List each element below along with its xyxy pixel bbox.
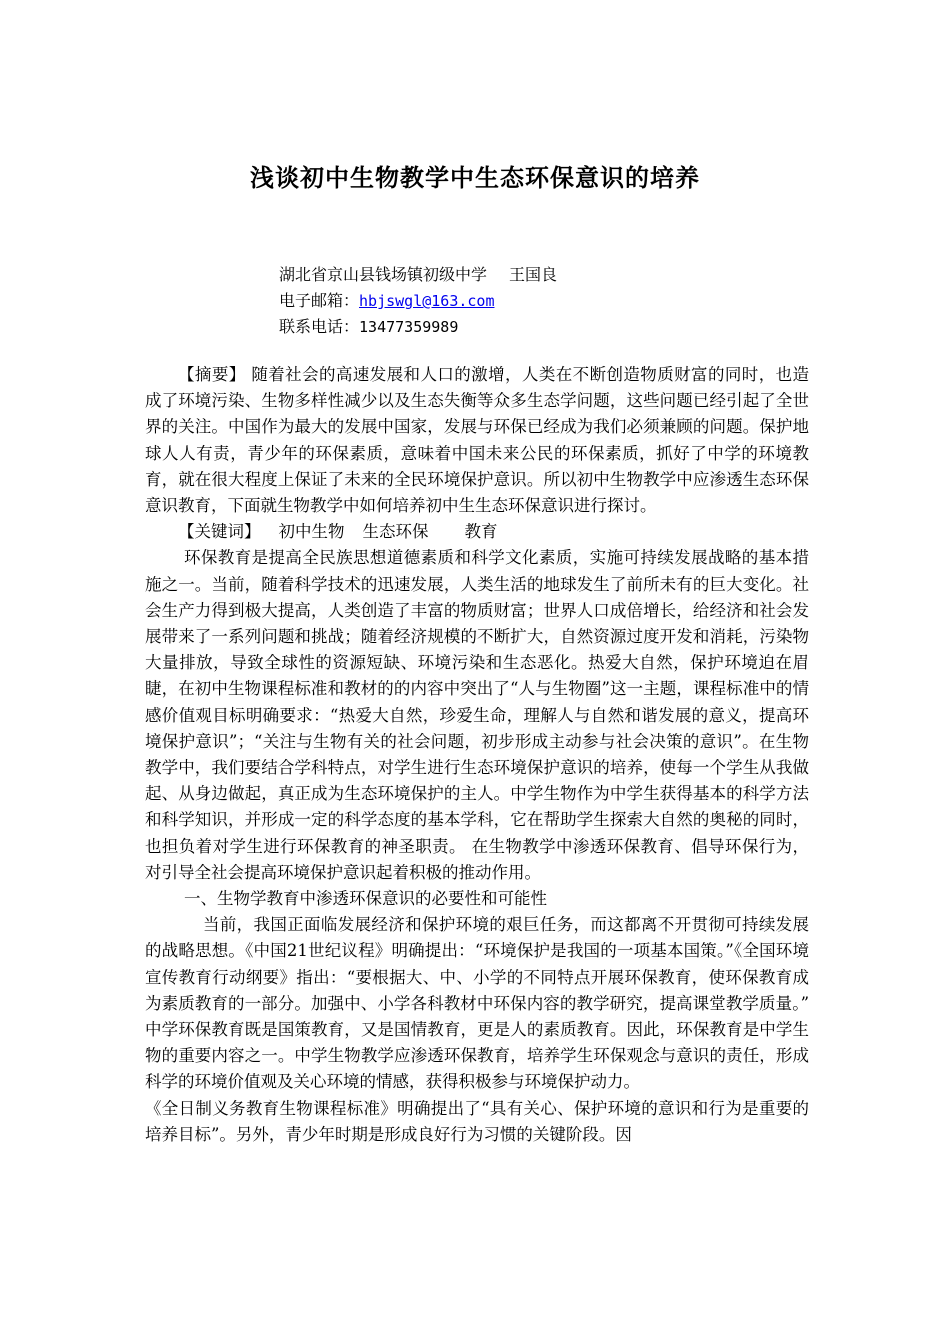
keywords-label: 【关键词】 — [178, 522, 261, 542]
abstract-text: 随着社会的高速发展和人口的激增，人类在不断创造物质财富的同时，也造成了环境污染、生物多样性减少以及生态失衡等众多生态学问题，这些问题已经引起了全世界的关注。中国作为最大的发展中国家，发展与环保已经成为我们必须兼顾的问题。保护地球人人有责，青少年的环保素质，意味着中国未来公民的环保素质，抓好了中学的环境教育，就在很大程度上保证了未来的全民环境保护意识。所以初中生物教学中应渗透生态环保意识教育，下面就生物教学中如何培养初中生生态环保意识进行探讨。 — [145, 365, 810, 516]
keyword-item: 生态环保 — [362, 522, 429, 542]
email-link[interactable]: hbjswgl@163.com — [359, 292, 495, 310]
author-name: 王国良 — [509, 265, 558, 284]
document-title: 浅谈初中生物教学中生态环保意识的培养 — [250, 164, 700, 192]
author-affiliation: 湖北省京山县钱场镇初级中学 — [279, 265, 488, 284]
email-label: 电子邮箱： — [279, 291, 360, 310]
body-paragraph: 环保教育是提高全民族思想道德素质和科学文化素质，实施可持续发展战略的基本措施之一。当前，随着科学技术的迅速发展，人类生活的地球发生了前所未有的巨大变化。社会生产力得到极大提高，人类创造了丰富的物质财富；世界人口成倍增长，给经济和社会发展带来了一系列问题和挑战；随着经济规模的不断扩大，自然资源过度开发和消耗，污染物大量排放，导致全球性的资源短缺、环境污染和生态恶化。热爱大自然，保护环境迫在眉睫，在初中生物课程标准和教材的的内容中突出了“人与生物圈”这一主题，课程标准中的情感价值观目标明确要求：“热爱大自然，珍爱生命，理解人与自然和谐发展的意义，提高环境保护意识”；“关注与生物有关的社会问题，初步形成主动参与社会决策的意识”。在生物教学中，我们要结合学科特点，对学生进行生态环境保护意识的培养，使每一个学生从我做起、从身边做起，真正成为生态环境保护的主人。中学生物作为中学生获得基本的科学方法和科学知识，并形成一定的科学态度的基本学科，它在帮助学生探索大自然的奥秘的同时，也担负着对学生进行环保教育的神圣职责。 在生物教学中渗透环保教育、倡导环保行为，对引导全社会提高环境保护意识起着积极的推动作用。 — [145, 548, 809, 882]
body-paragraph: 当前，我国正面临发展经济和保护环境的艰巨任务，而这都离不开贯彻可持续发展的战略思想。《中国21世纪议程》明确提出：“环境保护是我国的一项基本国策。”《全国环境宣传教育行动纲要》指出：“要根据大、中、小学的不同特点开展环保教育，使环保教育成为素质教育的一部分。加强中、小学各科教材中环保内容的教学研究，提高课堂教学质量。” 中学环保教育既是国策教育，又是国情教育，更是人的素质教育。因此，环保教育是中学生物的重要内容之一。中学生物教学应渗透环保教育，培养学生环保观念与意识的责任，形成科学的环境价值观及关心环境的情感，获得积极参与环境保护动力。 — [145, 915, 809, 1092]
document-body — [145, 362, 809, 1148]
phone-number: 13477359989 — [359, 318, 459, 336]
abstract-label: 【摘要】 — [178, 365, 246, 384]
author-affiliation-row — [279, 262, 557, 288]
phone-label: 联系电话： — [279, 317, 360, 336]
abstract-paragraph — [145, 362, 809, 519]
keyword-item: 初中生物 — [278, 522, 345, 542]
author-info — [279, 262, 557, 340]
body-paragraph: 《全日制义务教育生物课程标准》明确提出了“具有关心、保护环境的意识和行为是重要的培养目标”。另外，青少年时期是形成良好行为习惯的关键阶段。因 — [145, 1098, 809, 1144]
keywords-paragraph — [145, 519, 809, 545]
author-phone-row — [279, 314, 557, 340]
keyword-item: 教育 — [464, 522, 498, 542]
author-email-row — [279, 288, 557, 314]
section-heading: 一、生物学教育中渗透环保意识的必要性和可能性 — [184, 889, 547, 909]
